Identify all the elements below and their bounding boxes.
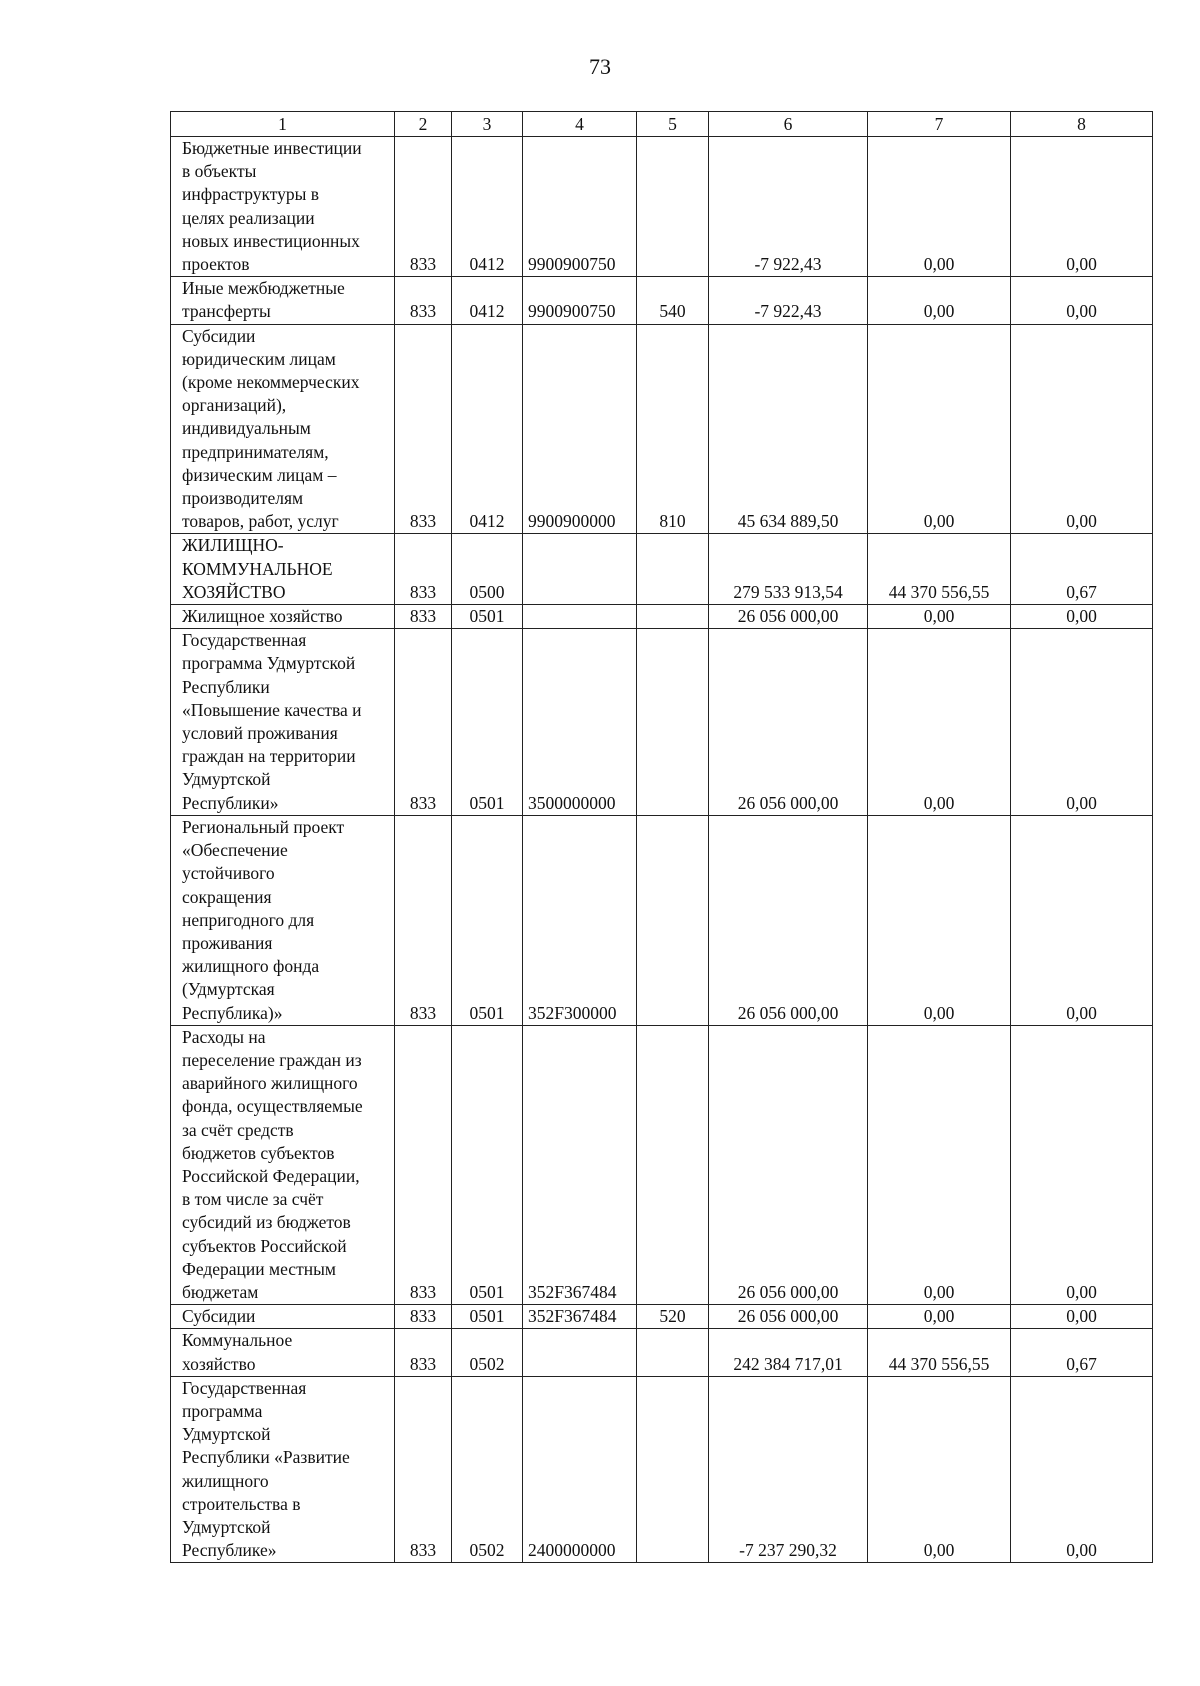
- item-name-line: индивидуальным: [182, 418, 311, 439]
- target-article-cell: 352F367484: [523, 1305, 637, 1329]
- header-cell-6: 6: [709, 112, 868, 137]
- section-code-cell: 0501: [452, 1025, 523, 1304]
- item-name-line: граждан на территории: [182, 746, 356, 767]
- item-name-line: строительства в: [182, 1493, 301, 1514]
- item-name-line: «Повышение качества и: [182, 699, 362, 720]
- execution-percent-cell: 0,00: [1011, 137, 1153, 277]
- item-name-line: аварийного жилищного: [182, 1073, 358, 1094]
- item-name-line: в том числе за счёт: [182, 1189, 324, 1210]
- item-name-line: Коммунальное: [182, 1330, 293, 1351]
- item-name-line: непригодного для: [182, 909, 315, 930]
- item-name-cell: [171, 1329, 395, 1376]
- executed-amount-cell: 0,00: [868, 324, 1011, 534]
- item-name-cell: [171, 277, 395, 324]
- target-article-cell: 3500000000: [523, 629, 637, 816]
- item-name-line: Региональный проект: [182, 816, 345, 837]
- item-name-line: программа: [182, 1400, 263, 1421]
- approved-amount-cell: 26 056 000,00: [709, 1025, 868, 1304]
- approved-amount-cell: 26 056 000,00: [709, 815, 868, 1025]
- expense-type-cell: [637, 1329, 709, 1376]
- item-name-line: организаций),: [182, 395, 287, 416]
- item-name-cell: [171, 137, 395, 277]
- item-name-line: Республики»: [182, 792, 279, 813]
- section-code-cell: 0501: [452, 629, 523, 816]
- item-name-line: жилищного фонда: [182, 956, 320, 977]
- item-name-line: Удмуртской: [182, 1424, 271, 1445]
- item-name-line: ХОЗЯЙСТВО: [182, 581, 286, 602]
- approved-amount-cell: 45 634 889,50: [709, 324, 868, 534]
- item-name-line: Иные межбюджетные: [182, 278, 345, 299]
- item-name-line: Субсидии: [182, 325, 256, 346]
- item-name-line: бюджетам: [182, 1281, 259, 1302]
- item-name-line: переселение граждан из: [182, 1049, 362, 1070]
- execution-percent-cell: 0,00: [1011, 605, 1153, 629]
- execution-percent-cell: 0,00: [1011, 277, 1153, 324]
- budget-table: [170, 111, 1153, 1563]
- target-article-cell: [523, 605, 637, 629]
- item-name-line: сокращения: [182, 886, 272, 907]
- item-name-line: Бюджетные инвестиции: [182, 138, 362, 158]
- item-name-line: юридическим лицам: [182, 348, 336, 369]
- item-name-line: за счёт средств: [182, 1119, 294, 1140]
- target-article-cell: [523, 534, 637, 605]
- section-code-cell: 0501: [452, 605, 523, 629]
- item-name-line: производителям: [182, 488, 304, 509]
- item-name-cell: [171, 605, 395, 629]
- table-row: [171, 1305, 1153, 1329]
- approved-amount-cell: -7 922,43: [709, 277, 868, 324]
- execution-percent-cell: 0,67: [1011, 1329, 1153, 1376]
- section-code-cell: 0500: [452, 534, 523, 605]
- item-name-line: КОММУНАЛЬНОЕ: [182, 558, 333, 579]
- department-code-cell: 833: [395, 324, 452, 534]
- execution-percent-cell: 0,00: [1011, 1376, 1153, 1563]
- item-name-line: условий проживания: [182, 723, 338, 744]
- item-name-line: Удмуртской: [182, 769, 271, 790]
- item-name-line: целях реализации: [182, 207, 315, 228]
- executed-amount-cell: 0,00: [868, 629, 1011, 816]
- item-name-line: Республики «Развитие: [182, 1447, 350, 1468]
- item-name-line: (кроме некоммерческих: [182, 372, 360, 393]
- item-name-line: Государственная: [182, 1377, 307, 1398]
- table-row: [171, 324, 1153, 534]
- table-row: [171, 629, 1153, 816]
- item-name-line: трансферты: [182, 301, 271, 322]
- approved-amount-cell: 26 056 000,00: [709, 629, 868, 816]
- department-code-cell: 833: [395, 1025, 452, 1304]
- approved-amount-cell: -7 237 290,32: [709, 1376, 868, 1563]
- item-name-cell: [171, 1025, 395, 1304]
- item-name-line: Государственная: [182, 630, 307, 651]
- execution-percent-cell: 0,00: [1011, 324, 1153, 534]
- expense-type-cell: [637, 1025, 709, 1304]
- approved-amount-cell: 26 056 000,00: [709, 605, 868, 629]
- executed-amount-cell: 0,00: [868, 815, 1011, 1025]
- item-name-cell: [171, 534, 395, 605]
- header-cell-2: 2: [395, 112, 452, 137]
- item-name-line: Расходы на: [182, 1026, 266, 1047]
- expense-type-cell: [637, 137, 709, 277]
- target-article-cell: 352F300000: [523, 815, 637, 1025]
- table-row: [171, 277, 1153, 324]
- executed-amount-cell: 0,00: [868, 1025, 1011, 1304]
- item-name-line: (Удмуртская: [182, 979, 275, 1000]
- item-name-line: Федерации местным: [182, 1258, 336, 1279]
- executed-amount-cell: 0,00: [868, 137, 1011, 277]
- header-cell-1: 1: [171, 112, 395, 137]
- header-cell-4: 4: [523, 112, 637, 137]
- executed-amount-cell: 0,00: [868, 605, 1011, 629]
- table-row: [171, 1025, 1153, 1304]
- execution-percent-cell: 0,00: [1011, 629, 1153, 816]
- department-code-cell: 833: [395, 629, 452, 816]
- item-name-line: Республика)»: [182, 1002, 283, 1023]
- section-code-cell: 0501: [452, 1305, 523, 1329]
- header-row: [171, 112, 1153, 137]
- executed-amount-cell: 0,00: [868, 1305, 1011, 1329]
- department-code-cell: 833: [395, 277, 452, 324]
- expense-type-cell: 520: [637, 1305, 709, 1329]
- header-cell-5: 5: [637, 112, 709, 137]
- item-name-line: физическим лицам –: [182, 464, 337, 485]
- target-article-cell: 2400000000: [523, 1376, 637, 1563]
- item-name-line: проектов: [182, 254, 250, 275]
- table-body: [171, 112, 1153, 1563]
- item-name-line: предпринимателям,: [182, 441, 329, 462]
- execution-percent-cell: 0,67: [1011, 534, 1153, 605]
- item-name-line: программа Удмуртской: [182, 653, 356, 674]
- execution-percent-cell: 0,00: [1011, 1305, 1153, 1329]
- target-article-cell: 9900900000: [523, 324, 637, 534]
- item-name-line: проживания: [182, 932, 273, 953]
- target-article-cell: [523, 1329, 637, 1376]
- department-code-cell: 833: [395, 1376, 452, 1563]
- department-code-cell: 833: [395, 815, 452, 1025]
- item-name-cell: [171, 324, 395, 534]
- approved-amount-cell: 242 384 717,01: [709, 1329, 868, 1376]
- item-name-line: Республике»: [182, 1540, 277, 1561]
- section-code-cell: 0412: [452, 277, 523, 324]
- item-name-line: Республики: [182, 676, 270, 697]
- table-row: [171, 1376, 1153, 1563]
- item-name-line: Жилищное хозяйство: [182, 606, 343, 627]
- item-name-cell: [171, 629, 395, 816]
- expense-type-cell: [637, 629, 709, 816]
- item-name-line: «Обеспечение: [182, 840, 288, 861]
- expense-type-cell: 810: [637, 324, 709, 534]
- execution-percent-cell: 0,00: [1011, 1025, 1153, 1304]
- department-code-cell: 833: [395, 137, 452, 277]
- item-name-line: Российской Федерации,: [182, 1165, 360, 1186]
- approved-amount-cell: 279 533 913,54: [709, 534, 868, 605]
- item-name-line: субсидий из бюджетов: [182, 1212, 351, 1233]
- executed-amount-cell: 0,00: [868, 1376, 1011, 1563]
- executed-amount-cell: 44 370 556,55: [868, 1329, 1011, 1376]
- item-name-line: Субсидии: [182, 1306, 256, 1327]
- table-row: [171, 605, 1153, 629]
- executed-amount-cell: 0,00: [868, 277, 1011, 324]
- item-name-line: фонда, осуществляемые: [182, 1096, 363, 1117]
- item-name-line: хозяйство: [182, 1353, 256, 1374]
- item-name-line: товаров, работ, услуг: [182, 511, 339, 532]
- item-name-line: ЖИЛИЩНО-: [182, 535, 284, 556]
- expense-type-cell: [637, 815, 709, 1025]
- section-code-cell: 0412: [452, 137, 523, 277]
- approved-amount-cell: -7 922,43: [709, 137, 868, 277]
- executed-amount-cell: 44 370 556,55: [868, 534, 1011, 605]
- section-code-cell: 0412: [452, 324, 523, 534]
- table-row: [171, 815, 1153, 1025]
- header-cell-7: 7: [868, 112, 1011, 137]
- header-cell-8: 8: [1011, 112, 1153, 137]
- item-name-line: Удмуртской: [182, 1516, 271, 1537]
- item-name-line: жилищного: [182, 1470, 269, 1491]
- execution-percent-cell: 0,00: [1011, 815, 1153, 1025]
- department-code-cell: 833: [395, 605, 452, 629]
- target-article-cell: 9900900750: [523, 277, 637, 324]
- item-name-line: в объекты: [182, 161, 257, 182]
- department-code-cell: 833: [395, 1305, 452, 1329]
- approved-amount-cell: 26 056 000,00: [709, 1305, 868, 1329]
- item-name-cell: [171, 815, 395, 1025]
- item-name-line: устойчивого: [182, 863, 275, 884]
- table-row: [171, 534, 1153, 605]
- header-cell-3: 3: [452, 112, 523, 137]
- item-name-line: инфраструктуры в: [182, 184, 320, 205]
- section-code-cell: 0502: [452, 1376, 523, 1563]
- item-name-cell: [171, 1376, 395, 1563]
- expense-type-cell: [637, 605, 709, 629]
- department-code-cell: 833: [395, 534, 452, 605]
- item-name-line: новых инвестиционных: [182, 230, 360, 251]
- table-row: [171, 137, 1153, 277]
- target-article-cell: 352F367484: [523, 1025, 637, 1304]
- target-article-cell: 9900900750: [523, 137, 637, 277]
- expense-type-cell: 540: [637, 277, 709, 324]
- item-name-line: субъектов Российской: [182, 1235, 347, 1256]
- item-name-line: бюджетов субъектов: [182, 1142, 335, 1163]
- department-code-cell: 833: [395, 1329, 452, 1376]
- section-code-cell: 0502: [452, 1329, 523, 1376]
- item-name-cell: [171, 1305, 395, 1329]
- table-row: [171, 1329, 1153, 1376]
- section-code-cell: 0501: [452, 815, 523, 1025]
- page-number: 73: [589, 54, 611, 79]
- expense-type-cell: [637, 1376, 709, 1563]
- expense-type-cell: [637, 534, 709, 605]
